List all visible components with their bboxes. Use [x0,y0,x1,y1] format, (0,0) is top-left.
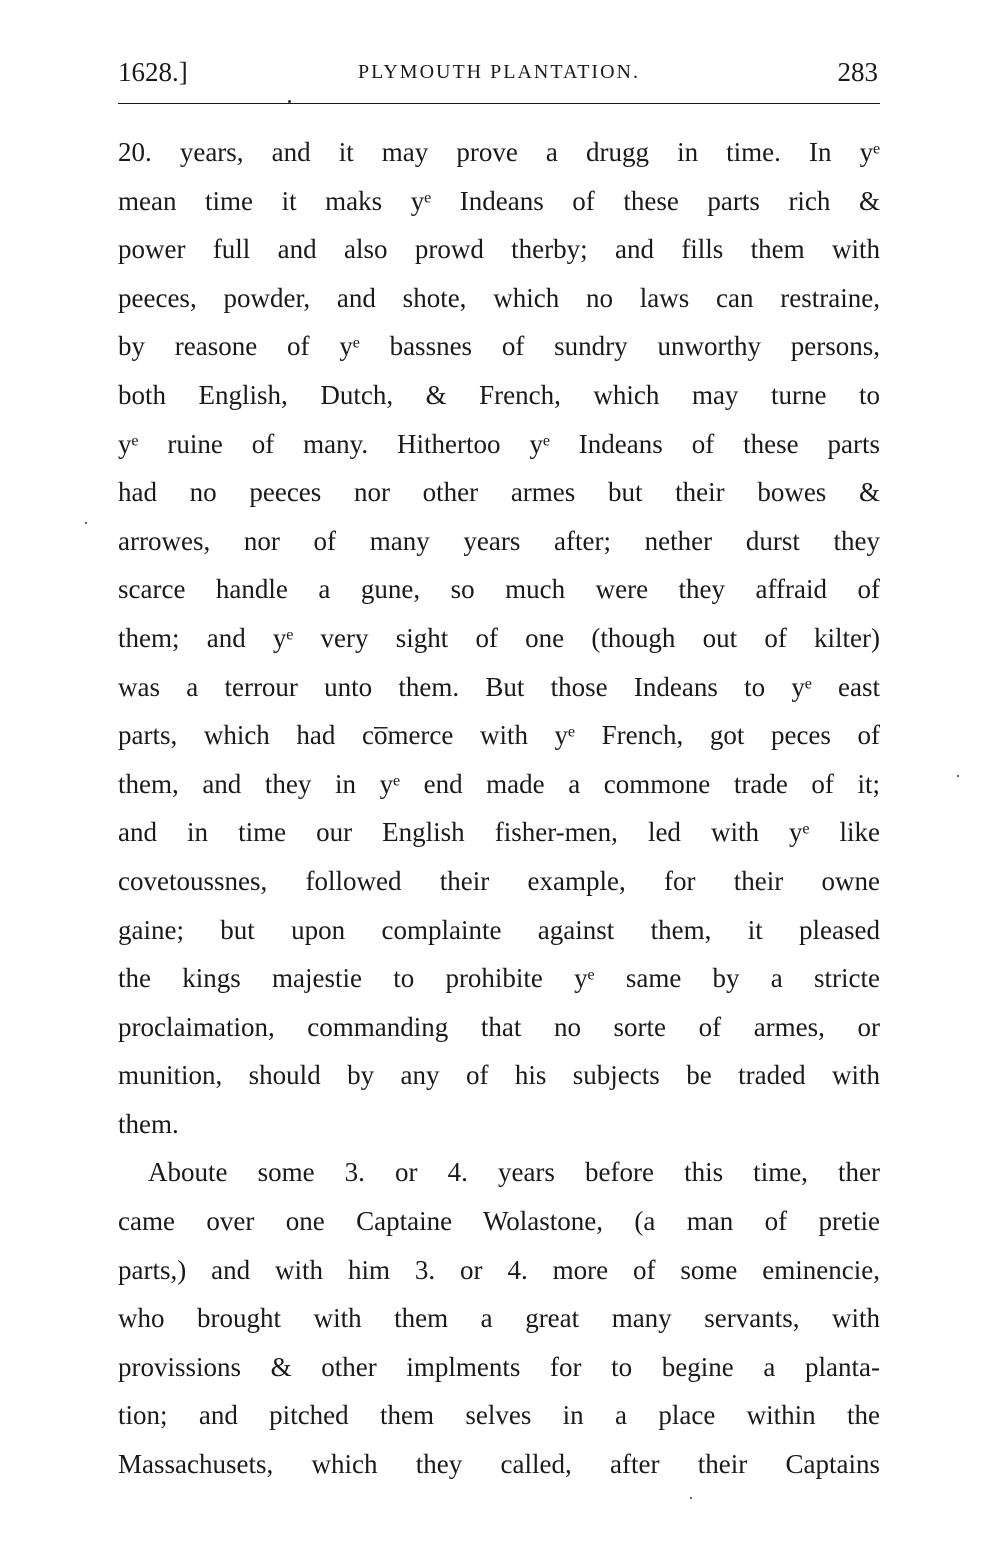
text-line: tion; and pitched them selves in a place within the [118,1400,880,1431]
header-date: 1628.] [118,57,188,87]
text-line: provissions & other implments for to begine a planta- [118,1351,880,1382]
header-rule [118,103,880,104]
text-line: peeces, powder, and shote, which no laws can restraine, [118,282,880,313]
text-line: was a terrour unto them. But those Indeans to yᵉ east [118,671,880,702]
text-line: proclaimation, commanding that no sorte of armes, or [118,1011,880,1042]
text-line: by reasone of yᵉ bassnes of sundry unworthy persons, [118,331,880,362]
text-line: came over one Captaine Wolastone, (a man of pretie [118,1206,880,1237]
text-line: parts, which had co̅merce with yᵉ French, got peces of [118,720,880,751]
text-line: them; and yᵉ very sight of one (though out of kilter) [118,622,880,653]
text-line: who brought with them a great many servants, with [118,1303,880,1334]
text-line: them. [118,1108,179,1139]
print-speck [288,100,291,103]
text-line: both English, Dutch, & French, which may turne to [118,379,880,410]
text-line: mean time it maks yᵉ Indeans of these parts rich & [118,185,880,216]
book-page [118,0,880,1563]
text-line: scarce handle a gune, so much were they affraid of [118,574,880,605]
page-number: 283 [837,57,878,87]
text-line: munition, should by any of his subjects be traded with [118,1060,880,1091]
text-line: them, and they in yᵉ end made a commone trade of it; [118,768,880,799]
text-line: Aboute some 3. or 4. years before this time, ther [148,1157,880,1188]
text-line: and in time our English fisher-men, led with yᵉ like [118,817,880,848]
print-speck [85,522,87,524]
text-line: yᵉ ruine of many. Hithertoo yᵉ Indeans of these parts [118,428,880,459]
body-text [118,128,880,1489]
text-line: had no peeces nor other armes but their bowes & [118,477,880,508]
text-line: gaine; but upon complainte against them, it pleased [118,914,880,945]
print-speck [957,775,959,777]
text-line: Massachusets, which they called, after their Captains [118,1449,880,1480]
text-line: 20. years, and it may prove a drugg in time. In yᵉ [118,137,880,167]
print-speck [690,1497,692,1499]
paragraph-2 [118,1148,880,1488]
text-line: arrowes, nor of many years after; nether durst they [118,525,880,556]
running-head [118,52,880,92]
text-line: the kings majestie to prohibite yᵉ same by a stricte [118,963,880,994]
text-line: parts,) and with him 3. or 4. more of some eminencie, [118,1254,880,1285]
text-line: power full and also prowd therby; and fills them with [118,234,880,265]
header-title: PLYMOUTH PLANTATION. [358,61,640,83]
text-line: covetoussnes, followed their example, for their owne [118,865,880,896]
paragraph-1 [118,128,880,1148]
